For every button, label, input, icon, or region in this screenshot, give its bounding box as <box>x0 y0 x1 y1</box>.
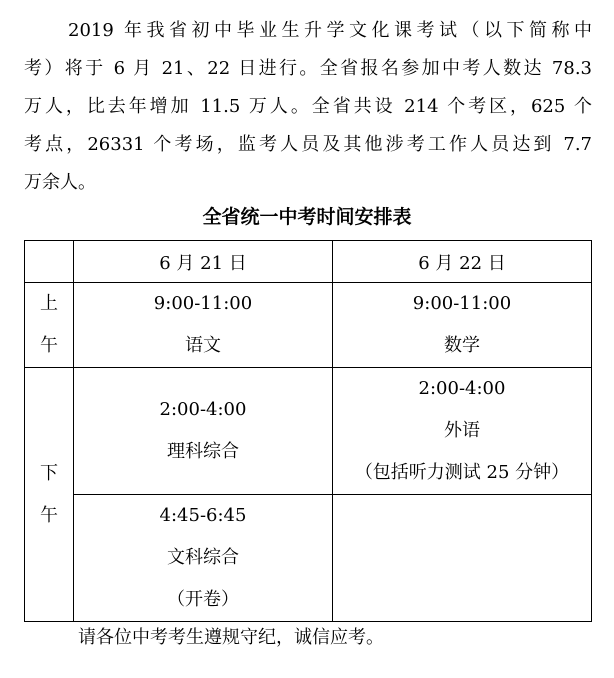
morning-day1-cell <box>74 283 333 368</box>
exam-subject: 数学 <box>444 335 480 356</box>
morning-day2-cell <box>333 283 592 368</box>
schedule-table <box>24 240 592 622</box>
intro-paragraph <box>24 12 592 202</box>
corner-cell <box>25 241 74 283</box>
exam-time: 2:00-4:00 <box>159 399 247 420</box>
afternoon-row-1 <box>25 368 592 495</box>
header-day2: 6 月 22 日 <box>333 241 592 283</box>
header-day1: 6 月 21 日 <box>74 241 333 283</box>
exam-time: 4:45-6:45 <box>159 505 247 526</box>
table-title: 全省统一中考时间安排表 <box>202 206 412 228</box>
afternoon-day2-cell <box>333 368 592 495</box>
period-char: 上 <box>40 293 58 314</box>
morning-row <box>25 283 592 368</box>
exam-note: （开卷） <box>167 589 239 610</box>
intro-line: 万余人。 <box>24 172 96 193</box>
intro-line: 2019 年我省初中毕业生升学文化课考试（以下简称中 <box>68 20 592 41</box>
period-char: 下 <box>40 462 58 484</box>
intro-line: 万人，比去年增加 11.5 万人。全省共设 214 个考区，625 个 <box>24 96 592 117</box>
exam-subject: 外语 <box>444 420 480 441</box>
exam-subject: 文科综合 <box>167 547 239 568</box>
header-row <box>25 241 592 283</box>
exam-subject: 语文 <box>185 335 221 356</box>
intro-line: 考）将于 6 月 21、22 日进行。全省报名参加中考人数达 78.3 <box>24 58 592 79</box>
period-afternoon <box>25 368 74 622</box>
exam-time: 9:00-11:00 <box>153 293 253 314</box>
afternoon-day1-b-cell <box>74 495 333 622</box>
period-char: 午 <box>40 504 58 526</box>
empty-cell <box>333 495 592 622</box>
intro-line: 考点，26331 个考场，监考人员及其他涉考工作人员达到 7.7 <box>24 134 592 155</box>
exam-time: 2:00-4:00 <box>418 378 506 399</box>
exam-note: （包括听力测试 25 分钟） <box>354 462 570 483</box>
footer-note: 请各位中考考生遵规守纪，诚信应考。 <box>78 627 384 648</box>
afternoon-row-2 <box>25 495 592 622</box>
exam-time: 9:00-11:00 <box>412 293 512 314</box>
exam-subject: 理科综合 <box>167 441 239 462</box>
afternoon-day1-a-cell <box>74 368 333 495</box>
period-morning <box>25 283 74 368</box>
period-char: 午 <box>40 335 58 356</box>
